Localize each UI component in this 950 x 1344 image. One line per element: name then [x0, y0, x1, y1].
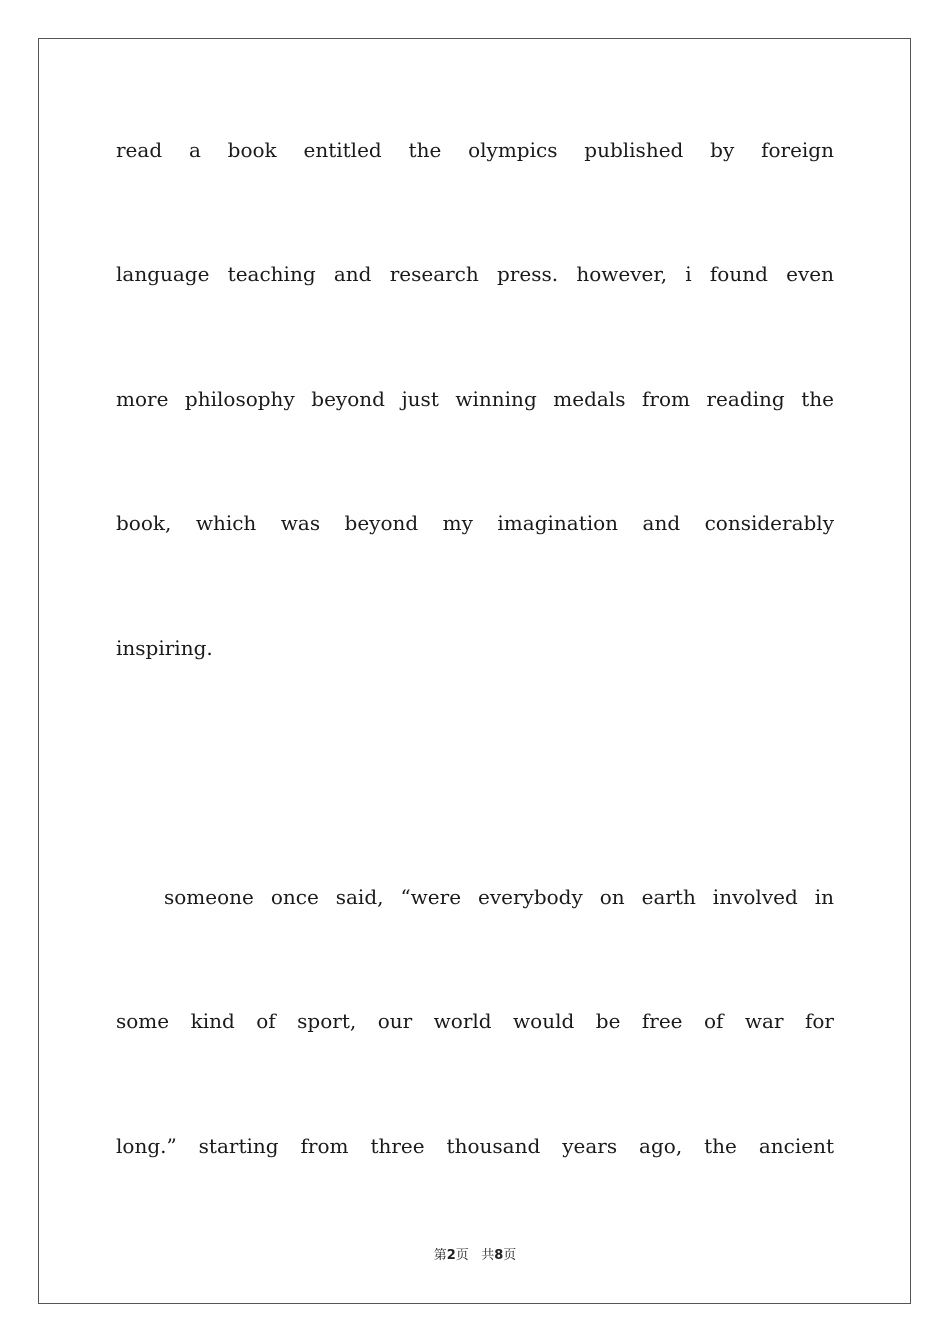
page-footer [0, 1248, 950, 1264]
total-pages-prefix: 共 [481, 1248, 495, 1263]
total-pages: 8 [494, 1248, 504, 1263]
paragraph-1-line-5: inspiring. [116, 636, 213, 660]
page-number-prefix: 第 [433, 1248, 447, 1263]
paragraph-1-line-1: read a book entitled the olympics published by foreign [116, 138, 834, 162]
page-number-suffix: 页 [455, 1248, 469, 1263]
total-pages-suffix: 页 [503, 1248, 517, 1263]
paragraph-2-line-1: someone once said, “were everybody on earth involved in [164, 885, 834, 909]
paragraph-2-line-2: some kind of sport, our world would be free of war for [116, 1009, 834, 1033]
paragraph-1-line-2: language teaching and research press. however, i found even [116, 262, 834, 286]
paragraph-1-line-4: book, which was beyond my imagination and considerably [116, 511, 834, 535]
page-border [38, 38, 911, 1304]
paragraph-1-line-3: more philosophy beyond just winning medals from reading the [116, 387, 834, 411]
paragraph-2-line-3: long.” starting from three thousand years ago, the ancient [116, 1134, 834, 1158]
page-number: 2 [446, 1248, 456, 1263]
